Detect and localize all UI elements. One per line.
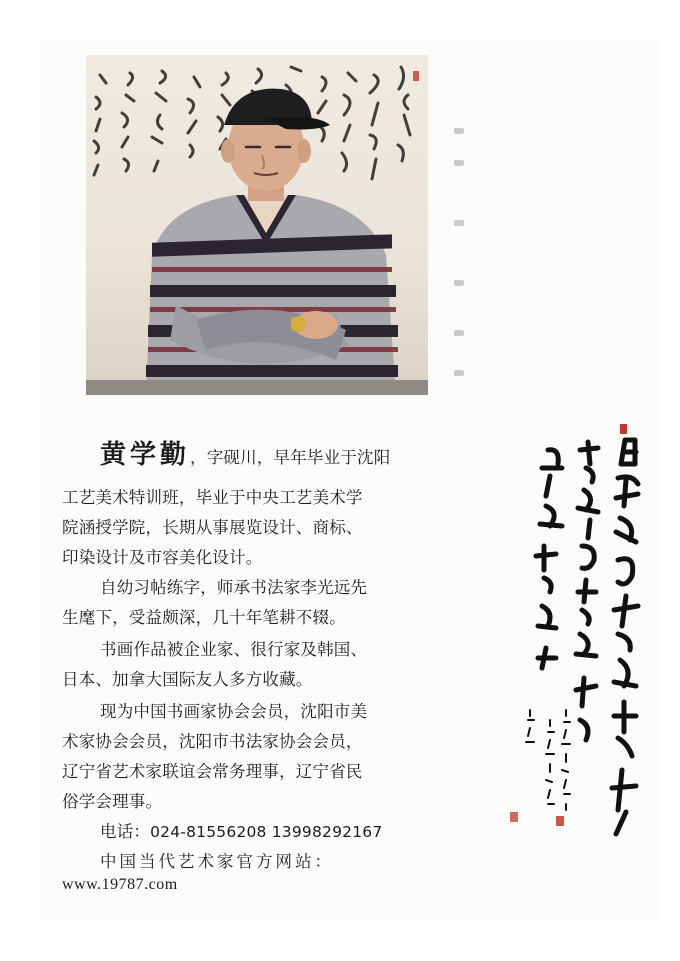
phone-line — [100, 818, 382, 842]
portrait-illustration — [86, 55, 428, 395]
bio-first-line — [100, 434, 390, 471]
bio-line-12: 俗学会理事。 — [62, 792, 163, 811]
bio-line-11: 辽宁省艺术家联谊会常务理事，辽宁省民 — [62, 762, 363, 781]
bio-line-6: 生麾下，受益颇深，几十年笔耕不辍。 — [62, 608, 346, 627]
calligraphy-strokes — [500, 420, 660, 880]
bio-line-10: 术家协会会员，沈阳市书法家协会会员， — [62, 732, 363, 751]
phone-label: 电话： — [100, 822, 151, 841]
website-url[interactable]: www.19787.com — [62, 876, 178, 893]
website-label: 中国当代艺术家官方网站： — [100, 852, 334, 871]
artist-name: 黄学勤 — [100, 440, 191, 470]
faint-side-marks — [442, 120, 472, 400]
bio-line-5: 自幼习帖练字，师承书法家李光远先 — [100, 578, 368, 597]
bio-line-2: 工艺美术特训班，毕业于中央工艺美术学 — [62, 488, 363, 507]
calligraphy-artwork — [500, 420, 660, 880]
portrait-photo — [86, 55, 428, 395]
phone-numbers: 024-81556208 13998292167 — [150, 823, 383, 841]
bio-line-1: ，字砚川，早年毕业于沈阳 — [190, 448, 391, 467]
bio-line-8: 日本、加拿大国际友人多方收藏。 — [62, 670, 313, 689]
bio-line-7: 书画作品被企业家、很行家及韩国、 — [100, 640, 368, 659]
bio-line-4: 印染设计及市容美化设计。 — [62, 548, 263, 567]
bio-line-3: 院涵授学院，长期从事展览设计、商标、 — [62, 518, 363, 537]
bio-line-9: 现为中国书画家协会会员，沈阳市美 — [100, 702, 368, 721]
